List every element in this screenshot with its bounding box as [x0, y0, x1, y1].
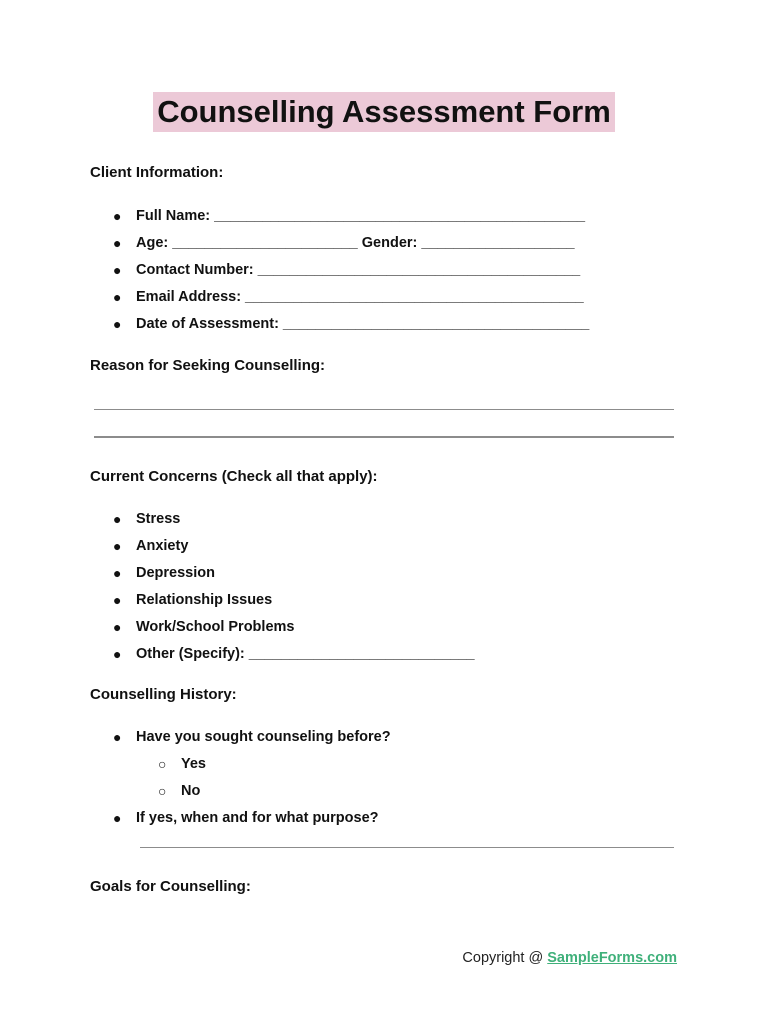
bullet-icon: ● [113, 208, 122, 224]
concern-item-work-school[interactable] [90, 618, 475, 645]
history-list [90, 728, 391, 836]
list-item-age-gender[interactable] [90, 234, 589, 261]
sampleforms-link[interactable]: SampleForms.com [547, 950, 677, 966]
concern-label: Stress [136, 511, 181, 527]
concerns-heading: Current Concerns (Check all that apply): [90, 468, 378, 485]
concern-item-depression[interactable] [90, 564, 475, 591]
purpose-answer-line[interactable] [140, 847, 674, 848]
option-label: Yes [181, 756, 206, 772]
history-question-before [90, 728, 391, 755]
email-address-field[interactable]: Email Address: __________________________________________ [136, 289, 584, 305]
client-info-heading: Client Information: [90, 164, 224, 181]
title-wrap [0, 92, 768, 132]
bullet-icon: ● [113, 262, 122, 278]
concern-item-relationship[interactable] [90, 591, 475, 618]
history-heading: Counselling History: [90, 686, 237, 703]
concern-label: Depression [136, 565, 215, 581]
bullet-icon: ● [113, 646, 122, 662]
option-circle-icon[interactable]: ○ [158, 783, 167, 799]
contact-number-field[interactable]: Contact Number: ________________________________________ [136, 262, 581, 278]
footer-copyright [462, 950, 677, 966]
concern-label: Anxiety [136, 538, 189, 554]
client-info-list [90, 207, 589, 342]
page-title: Counselling Assessment Form [153, 92, 615, 132]
bullet-icon: ● [113, 235, 122, 251]
other-specify-field[interactable]: Other (Specify): ____________________________ [136, 646, 475, 662]
reason-answer-line-1[interactable] [94, 409, 674, 410]
list-item-full-name[interactable] [90, 207, 589, 234]
bullet-icon: ● [113, 810, 122, 826]
age-gender-field[interactable]: Age: _______________________ Gender: ___________________ [136, 235, 575, 251]
option-label: No [181, 783, 201, 799]
bullet-icon: ● [113, 729, 122, 745]
list-item-contact[interactable] [90, 261, 589, 288]
bullet-icon: ● [113, 619, 122, 635]
bullet-icon: ● [113, 538, 122, 554]
goals-heading: Goals for Counselling: [90, 878, 251, 895]
bullet-icon: ● [113, 592, 122, 608]
history-option-yes[interactable] [90, 755, 391, 782]
reason-answer-line-2[interactable] [94, 436, 674, 438]
history-question-purpose [90, 809, 391, 836]
bullet-icon: ● [113, 289, 122, 305]
full-name-field[interactable]: Full Name: ______________________________________________ [136, 208, 586, 224]
reason-heading: Reason for Seeking Counselling: [90, 357, 326, 374]
list-item-date[interactable] [90, 315, 589, 342]
copyright-text: Copyright @ [462, 950, 548, 966]
concern-label: Relationship Issues [136, 592, 273, 608]
option-circle-icon[interactable]: ○ [158, 756, 167, 772]
date-of-assessment-field[interactable]: Date of Assessment: ______________________________________ [136, 316, 590, 332]
concern-label: Work/School Problems [136, 619, 295, 635]
concern-item-other[interactable] [90, 645, 475, 672]
concern-item-stress[interactable] [90, 510, 475, 537]
concern-item-anxiety[interactable] [90, 537, 475, 564]
question-label: If yes, when and for what purpose? [136, 810, 379, 826]
bullet-icon: ● [113, 565, 122, 581]
history-option-no[interactable] [90, 782, 391, 809]
list-item-email[interactable] [90, 288, 589, 315]
concerns-list [90, 510, 475, 672]
question-label: Have you sought counseling before? [136, 729, 391, 745]
bullet-icon: ● [113, 511, 122, 527]
bullet-icon: ● [113, 316, 122, 332]
